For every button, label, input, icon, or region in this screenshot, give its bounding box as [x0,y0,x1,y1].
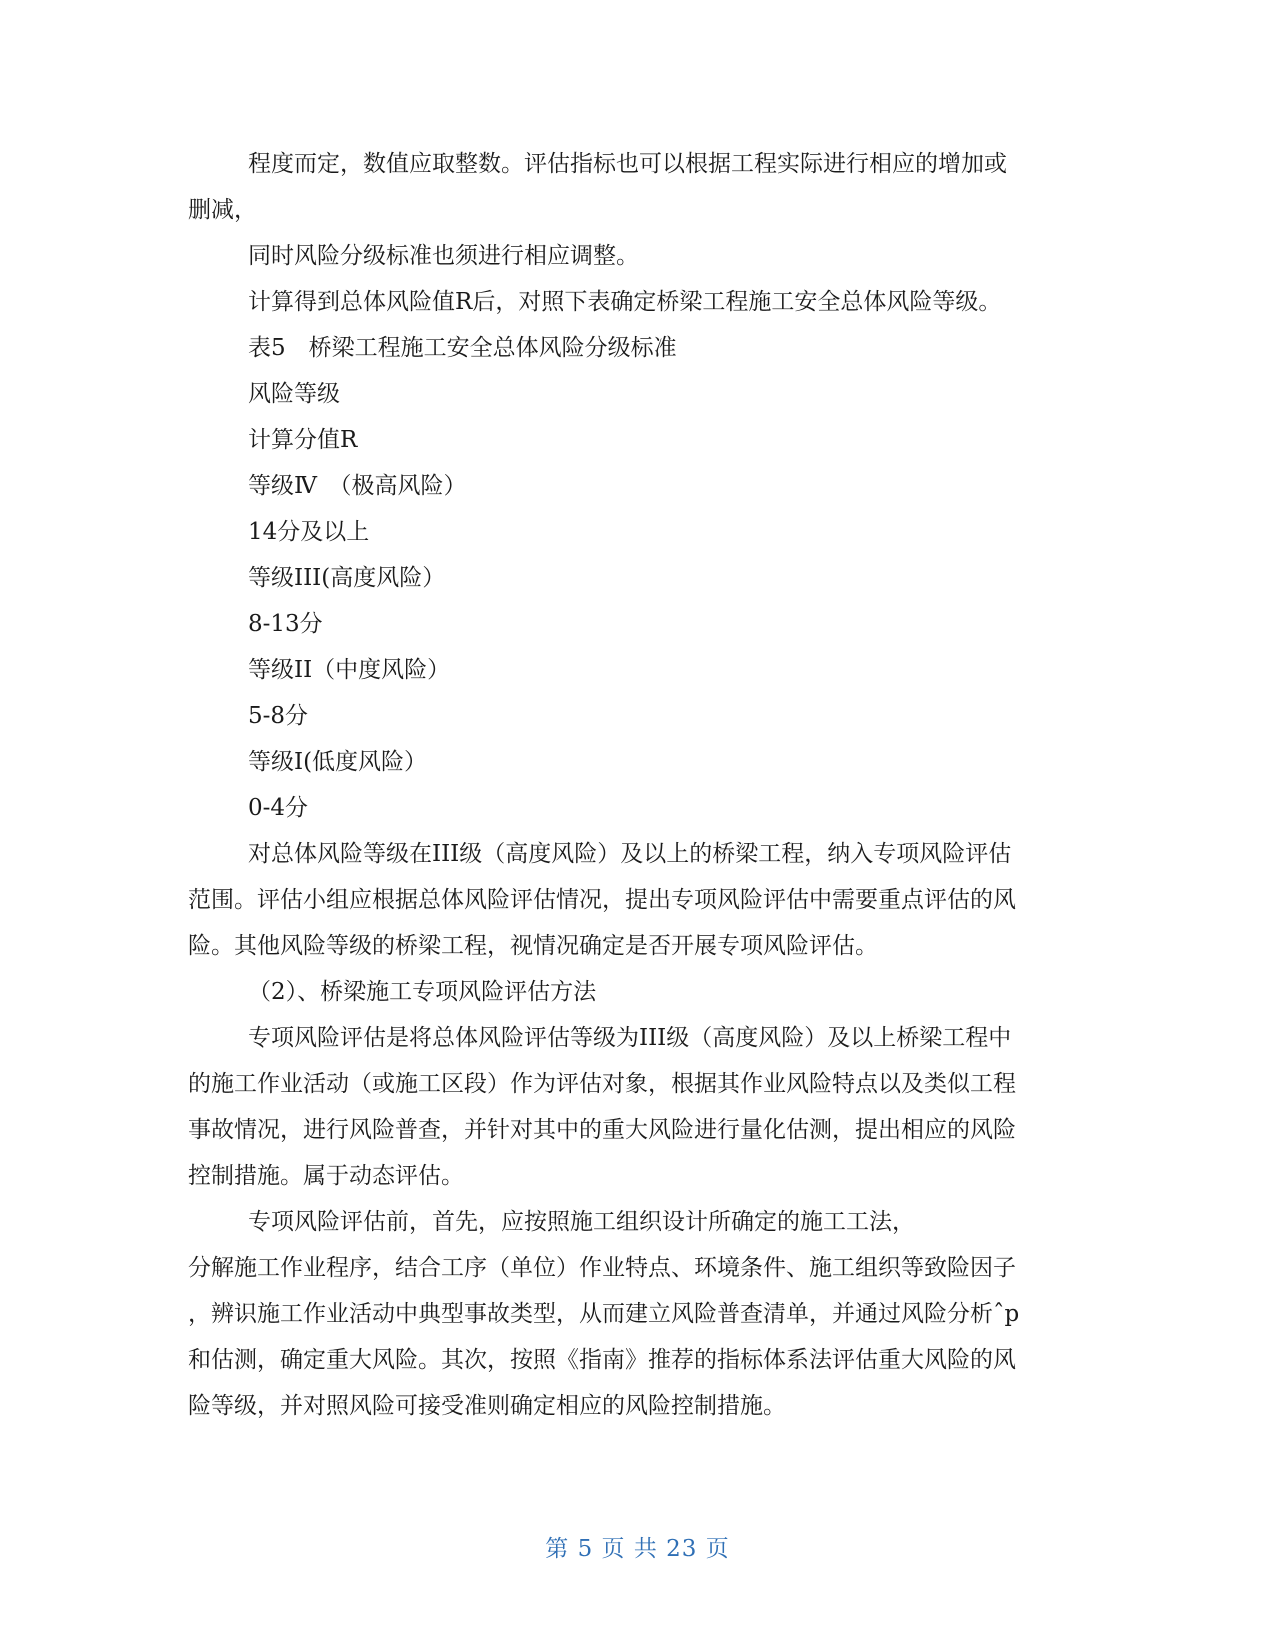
text-line-4: 计算得到总体风险值R后，对照下表确定桥梁工程施工安全总体风险等级。 [248,289,1002,315]
text-line-23: 控制措施。属于动态评估。 [188,1163,464,1189]
table-cell-score-3: 8-13分 [248,611,323,637]
page-footer [0,1534,1275,1564]
text-line-18: 险。其他风险等级的桥梁工程，视情况确定是否开展专项风险评估。 [188,933,878,959]
table-cell-score-1: 0-4分 [248,795,309,821]
text-line-27: 和估测，确定重大风险。其次，按照《指南》推荐的指标体系法评估重大风险的风 [188,1347,1016,1373]
text-line-25: 分解施工作业程序，结合工序（单位）作业特点、环境条件、施工组织等致险因子 [188,1255,1016,1281]
text-line-1: 程度而定，数值应取整数。评估指标也可以根据工程实际进行相应的增加或 [248,151,1007,177]
text-line-2: 删减， [188,197,257,223]
table-header-score: 计算分值R [248,427,358,453]
text-line-3: 同时风险分级标准也须进行相应调整。 [248,243,639,269]
text-line-16: 对总体风险等级在III级（高度风险）及以上的桥梁工程，纳入专项风险评估 [248,841,1012,867]
text-line-21: 的施工作业活动（或施工区段）作为评估对象，根据其作业风险特点以及类似工程 [188,1071,1016,1097]
text-line-28: 险等级，并对照风险可接受准则确定相应的风险控制措施。 [188,1393,786,1419]
text-line-24: 专项风险评估前，首先，应按照施工组织设计所确定的施工工法， [248,1209,915,1235]
table-cell-level-1: 等级I(低度风险） [248,749,428,775]
page-number-label: 第 5 页 共 23 页 [545,1536,730,1562]
section-heading: （2）、桥梁施工专项风险评估方法 [248,979,597,1005]
text-line-22: 事故情况，进行风险普查，并针对其中的重大风险进行量化估测，提出相应的风险 [188,1117,1016,1143]
table-cell-score-4: 14分及以上 [248,519,370,545]
text-line-20: 专项风险评估是将总体风险评估等级为III级（高度风险）及以上桥梁工程中 [248,1025,1012,1051]
table-caption: 表5 桥梁工程施工安全总体风险分级标准 [248,335,677,361]
table-cell-level-2: 等级II（中度风险） [248,657,451,683]
table-cell-score-2: 5-8分 [248,703,309,729]
text-line-17: 范围。评估小组应根据总体风险评估情况，提出专项风险评估中需要重点评估的风 [188,887,1016,913]
table-header-level: 风险等级 [248,381,340,407]
table-cell-level-3: 等级III(高度风险） [248,565,446,591]
table-cell-level-4: 等级Ⅳ （极高风险） [248,473,467,499]
text-line-26: ，辨识施工作业活动中典型事故类型，从而建立风险普查清单，并通过风险分析ˆp [188,1301,1020,1327]
